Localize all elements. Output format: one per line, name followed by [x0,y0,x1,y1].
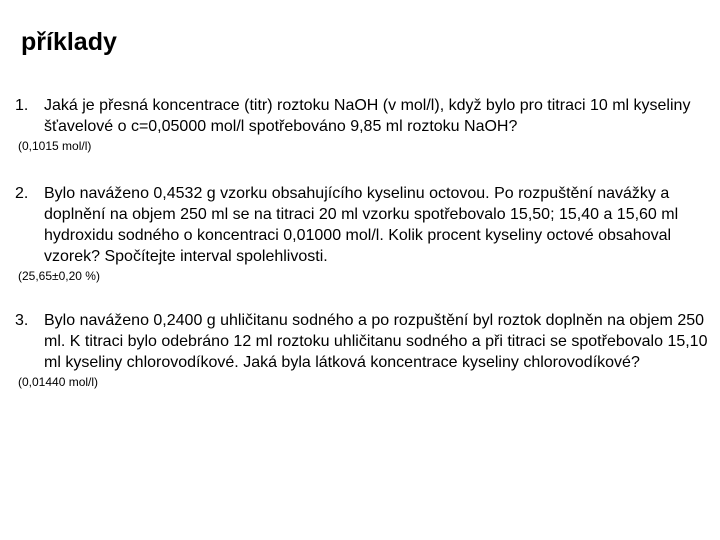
problem-number: 2. [15,185,29,202]
problem-question [15,310,711,373]
problem-text: Bylo naváženo 0,2400 g uhličitanu sodného a po rozpuštění byl roztok doplněn na objem 250 ml. K titraci bylo odebráno 12 ml roztoku uhličitanu sodného a při titraci se spotřebovalo 15,10 ml kyseliny chlorovodíkové. Jaká byla látková koncentrace kyseliny chlorovodíkové? [44,312,708,371]
problem-answer: (0,01440 mol/l) [18,375,99,389]
problem-text: Bylo naváženo 0,4532 g vzorku obsahujícího kyselinu octovou. Po rozpuštění navážky a doplnění na objem 250 ml se na titraci 20 ml vzorku spotřebovalo 15,50; 15,40 a 15,60 ml hydroxidu sodného o koncentraci 0,01000 mol/l. Kolik procent kyseliny octové obsahoval vzorek? Spočítejte interval spolehlivosti. [44,185,679,265]
problem-text: Jaká je přesná koncentrace (titr) roztoku NaOH (v mol/l), když bylo pro titraci 10 ml kyseliny šťavelové o c=0,05000 mol/l spotřebováno 9,85 ml roztoku NaOH? [44,97,691,135]
problem-2 [15,183,711,283]
page-title: příklady [21,28,117,56]
problem-number: 3. [15,312,29,329]
problem-3 [15,310,711,389]
problem-number: 1. [15,97,29,114]
problem-answer: (25,65±0,20 %) [18,269,100,283]
problem-question [15,95,711,137]
problem-1 [15,95,711,153]
problem-answer: (0,1015 mol/l) [18,139,92,153]
problem-question [15,183,711,267]
